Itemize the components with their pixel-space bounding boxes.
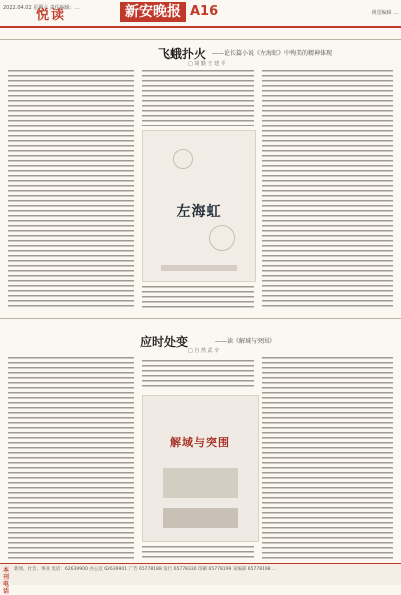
article1-subtitle: ——论长篇小说《左海虹》中殉美的精神体现 [212,50,333,57]
newspaper-logo: 新安晚报 [120,2,186,22]
divider [0,39,401,40]
article2-title: 应时处变 [140,335,189,349]
issue-date: 2022.04.02 星期六 责任编辑：... [3,5,80,11]
cover-decoration [163,468,238,498]
column-name: 悦读 [36,8,67,23]
book-cover-image [142,395,259,542]
cover-publisher-strip [161,265,237,271]
page-footer [0,563,401,595]
article1-text-center-bottom [142,284,254,308]
cover-decoration [209,225,235,251]
editor-credit: 视觉编辑 ... [371,10,398,16]
article2-text-center-bottom [142,544,254,560]
article2-text-left [8,355,134,560]
article1-title: 飞蛾扑火 [158,47,207,61]
footer-contact-info: 新闻、社会、事业 电话：62639900 办公室 62639901 广告 65778188 发行 65778330 印刷 65778199 采编部 65778198 ... [14,567,277,572]
masthead [0,0,401,28]
book-cover-title: 解域与突围 [170,436,230,449]
book-cover-image [142,130,256,282]
article1-text-left [8,68,134,308]
article2-byline: □ 自 然 武 辛 [188,348,220,354]
footer-label: 本刊电话 [3,567,10,595]
article2-subtitle: ——读《解域与突围》 [215,338,276,345]
article1-text-right [262,68,393,308]
article2-text-right [262,355,393,560]
book-cover-title: 左海虹 [176,204,222,220]
article1-text-center-top [142,68,254,126]
divider [0,318,401,319]
article1-byline: □ 胡 勤 王 建 平 [188,61,226,67]
page-number: A16 [190,4,219,19]
cover-decoration [163,508,238,528]
article2-text-center-top [142,358,254,390]
cover-decoration [173,149,193,169]
